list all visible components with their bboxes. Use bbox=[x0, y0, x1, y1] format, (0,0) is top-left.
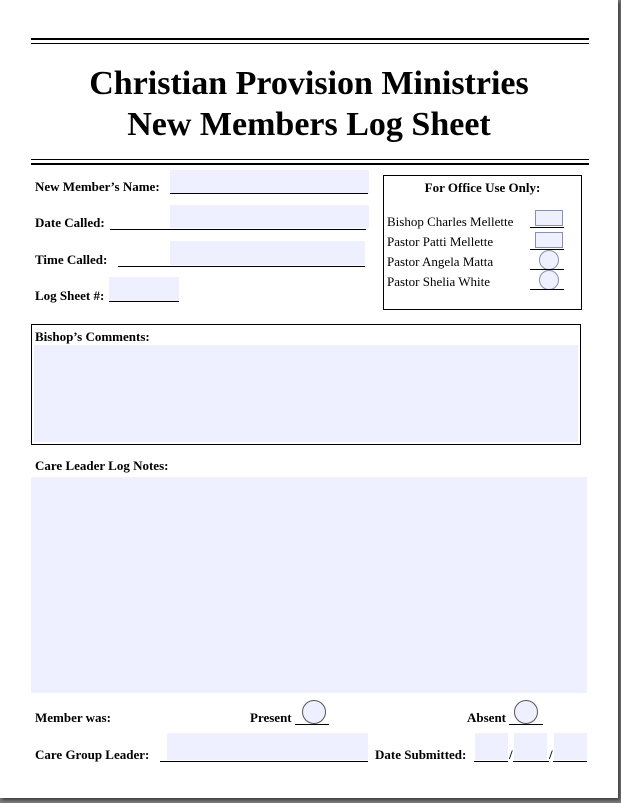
log-sheet-underline bbox=[109, 301, 179, 302]
top-rule bbox=[31, 38, 589, 40]
new-member-name-label: New Member’s Name: bbox=[35, 179, 160, 194]
time-called-underline bbox=[118, 266, 365, 267]
absent-radio[interactable] bbox=[514, 700, 538, 724]
present-label: Present bbox=[250, 710, 292, 725]
top-rule-thin bbox=[31, 43, 589, 44]
date-called-field[interactable] bbox=[170, 205, 369, 228]
bishops-comments-field[interactable] bbox=[34, 345, 578, 442]
log-sheet-field[interactable] bbox=[109, 277, 179, 301]
header-rule bbox=[31, 163, 589, 165]
care-group-leader-label: Care Group Leader: bbox=[35, 747, 150, 762]
date-separator-2: / bbox=[549, 747, 553, 762]
title-line-1: Christian Provision Ministries bbox=[89, 65, 529, 102]
date-submitted-day-underline bbox=[513, 761, 549, 762]
office-use-title: For Office Use Only: bbox=[424, 180, 541, 195]
date-submitted-month-underline bbox=[474, 761, 508, 762]
office-use-box bbox=[383, 175, 582, 310]
new-member-name-field[interactable] bbox=[170, 170, 369, 193]
underline-pastor-shelia bbox=[530, 289, 564, 290]
office-name-pastor-angela: Pastor Angela Matta bbox=[387, 254, 494, 269]
present-radio[interactable] bbox=[302, 700, 326, 724]
radio-pastor-shelia[interactable] bbox=[539, 270, 559, 290]
care-group-leader-underline bbox=[160, 761, 368, 762]
date-submitted-month-field[interactable] bbox=[475, 733, 508, 760]
present-underline bbox=[295, 724, 329, 725]
date-submitted-day-field[interactable] bbox=[514, 733, 547, 760]
care-leader-notes-label: Care Leader Log Notes: bbox=[35, 458, 169, 473]
time-called-label: Time Called: bbox=[35, 252, 108, 267]
date-submitted-year-field[interactable] bbox=[554, 733, 587, 760]
radio-pastor-angela[interactable] bbox=[539, 250, 559, 270]
bishops-comments-label: Bishop’s Comments: bbox=[35, 329, 150, 344]
new-member-name-underline bbox=[170, 193, 368, 194]
office-name-pastor-shelia: Pastor Shelia White bbox=[387, 274, 491, 289]
member-was-label: Member was: bbox=[35, 710, 111, 725]
log-sheet-label: Log Sheet #: bbox=[35, 288, 105, 303]
absent-underline bbox=[509, 724, 543, 725]
title-line-2: New Members Log Sheet bbox=[127, 106, 491, 143]
date-separator-1: / bbox=[509, 747, 513, 762]
care-leader-notes-field[interactable] bbox=[31, 477, 587, 693]
office-name-bishop-charles: Bishop Charles Mellette bbox=[387, 214, 514, 229]
absent-label: Absent bbox=[467, 710, 507, 725]
date-called-underline bbox=[110, 229, 366, 230]
date-submitted-year-underline bbox=[553, 761, 587, 762]
time-called-field[interactable] bbox=[170, 241, 365, 265]
date-submitted-label: Date Submitted: bbox=[375, 747, 467, 762]
checkbox-bishop-charles[interactable] bbox=[535, 210, 563, 226]
care-group-leader-field[interactable] bbox=[167, 733, 368, 760]
header-rule-thin bbox=[31, 159, 589, 160]
date-called-label: Date Called: bbox=[35, 215, 105, 230]
office-name-pastor-patti: Pastor Patti Mellette bbox=[387, 234, 494, 249]
bishops-comments-box bbox=[31, 324, 581, 445]
checkbox-pastor-patti[interactable] bbox=[535, 232, 563, 248]
underline-bishop-charles bbox=[530, 227, 564, 228]
